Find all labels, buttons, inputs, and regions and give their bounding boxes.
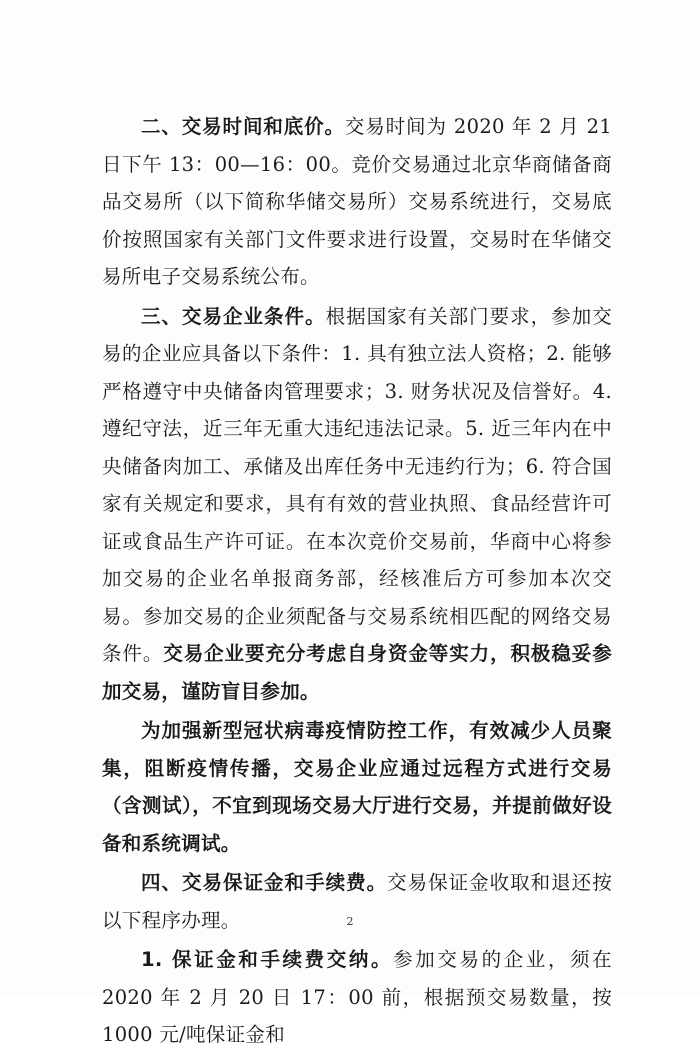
item-1-heading: 1. 保证金和手续费交纳。 <box>141 948 394 971</box>
section-2-heading: 二、交易时间和底价。 <box>141 115 345 138</box>
item-1-paragraph <box>102 941 612 1054</box>
section-3-paragraph <box>102 298 612 711</box>
section-2-body: 交易时间为 2020 年 2 月 21 日下午 13：00—16：00。竞价交易通过北京华商储备商品交易所（以下简称华储交易所）交易系统进行，交易底价按照国家有关部门文件要求进行设置，交易时在华储交易所电子交易系统公布。 <box>102 115 612 288</box>
section-3-heading: 三、交易企业条件。 <box>141 304 326 328</box>
document-body <box>102 108 612 1054</box>
item-1-body: 参加交易的企业，须在 2020 年 2 月 20 日 17：00 前，根据预交易数量，按 1000 元/吨保证金和 <box>102 948 612 1046</box>
section-4-heading: 四、交易保证金和手续费。 <box>141 871 388 894</box>
page-number: 2 <box>346 915 354 928</box>
section-3-emphasis: 交易企业要充分考虑自身资金等实力，积极稳妥参加交易，谨防盲目参加。 <box>102 642 612 703</box>
section-4-body: 交易保证金收取和退还按以下程序办理。 <box>102 871 612 932</box>
section-3-body: 根据国家有关部门要求，参加交易的企业应具备以下条件：1. 具有独立法人资格；2. 能够严格遵守中央储备肉管理要求；3. 财务状况及信誉好。4. 遵纪守法，近三年无重大违纪违法记录。5. 近三年内在中央储备肉加工、承储及出库任务中无违约行为；6. 符合国家有关规定和要求，具有有效的营业执照、食品经营许可证或食品生产许可证。在本次竞价交易前，华商中心将参加交易的企业名单报商务部，经核准后方可参加本次交易。参加交易的企业须配备与交易系统相匹配的网络交易条件。 <box>102 304 613 665</box>
epidemic-notice: 为加强新型冠状病毒疫情防控工作，有效减少人员聚集，阻断疫情传播，交易企业应通过远程方式进行交易（含测试），不宜到现场交易大厅进行交易，并提前做好设备和系统调试。 <box>102 719 612 855</box>
section-2-paragraph <box>102 108 612 296</box>
